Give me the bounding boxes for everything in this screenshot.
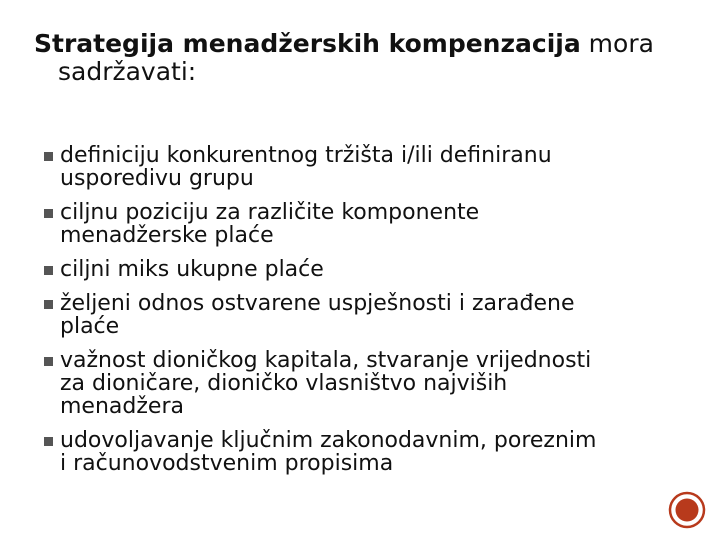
heading-bold-text: Strategija menadžerskih kompenzacija	[34, 29, 581, 58]
bullet-line: i računovodstvenim propisima	[60, 451, 394, 476]
bullet-line: plaće	[60, 314, 120, 339]
bullet-line: ciljni miks ukupne plaće	[60, 257, 324, 282]
bullet-item	[44, 144, 684, 190]
square-bullet-icon	[44, 209, 53, 218]
bullet-item	[44, 429, 684, 475]
concentric-circle-icon	[667, 490, 707, 530]
square-bullet-icon	[44, 357, 53, 366]
square-bullet-icon	[44, 266, 53, 275]
square-bullet-icon	[44, 437, 53, 446]
bullet-line: važnost dioničkog kapitala, stvaranje vrijednosti	[60, 348, 592, 373]
heading	[34, 30, 674, 86]
bullet-line: definiciju konkurentnog tržišta i/ili definiranu	[60, 143, 552, 168]
bullet-item	[44, 258, 684, 281]
bullet-line: za dioničare, dioničko vlasništvo najviših	[60, 371, 508, 396]
bullet-line: željeni odnos ostvarene uspješnosti i zarađene	[60, 291, 575, 316]
bullet-list	[44, 144, 684, 486]
bullet-item	[44, 349, 684, 418]
bullet-item	[44, 201, 684, 247]
heading-normal-text: mora	[580, 29, 654, 58]
square-bullet-icon	[44, 152, 53, 161]
heading-second-line: sadržavati:	[58, 57, 197, 86]
square-bullet-icon	[44, 300, 53, 309]
bullet-line: menadžera	[60, 394, 184, 419]
bullet-line: usporedivu grupu	[60, 166, 254, 191]
bullet-line: menadžerske plaće	[60, 223, 274, 248]
bullet-line: ciljnu poziciju za različite komponente	[60, 200, 480, 225]
bullet-line: udovoljavanje ključnim zakonodavnim, poreznim	[60, 428, 597, 453]
bullet-item	[44, 292, 684, 338]
